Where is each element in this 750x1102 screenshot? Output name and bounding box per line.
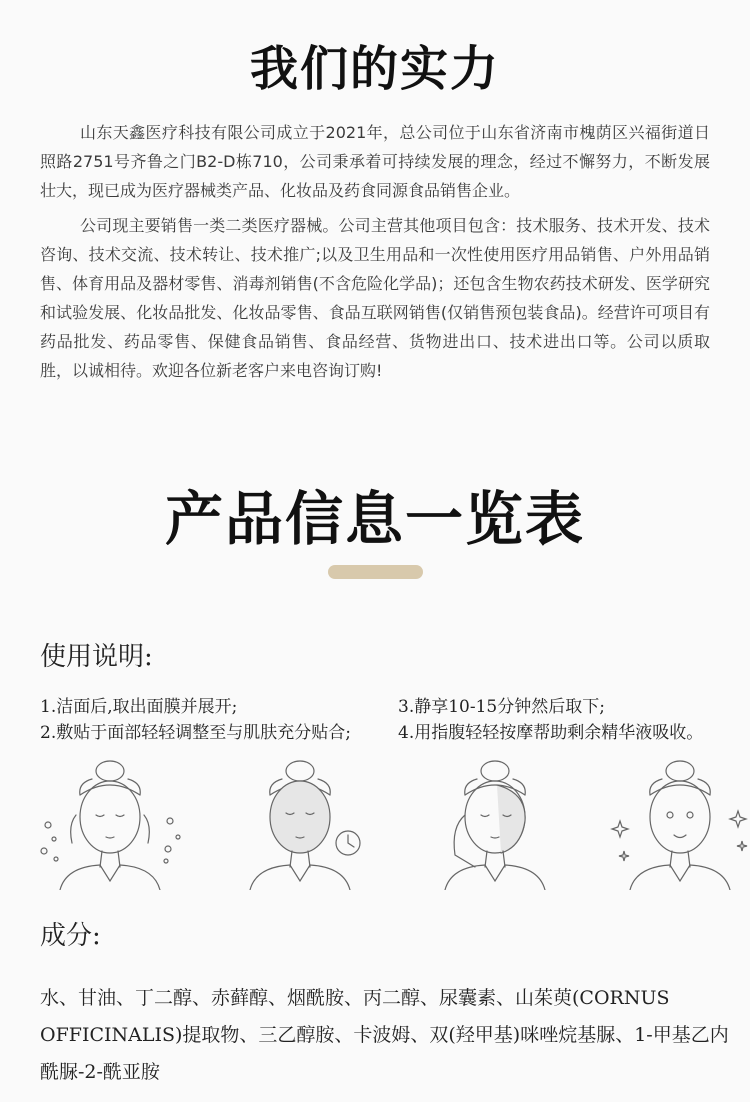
business-scope-paragraph: 公司现主要销售一类二类医疗器械。公司主营其他项目包含：技术服务、技术开发、技术咨询、技术交流、技术转让、技术推广;以及卫生用品和一次性使用医疗用品销售、户外用品销售、体育用品及器材零售、消毒剂销售(不含危险化学品)；还包含生物农药技术研发、医学研究和试验发展、化妆品批发、化妆品零售、食品互联网销售(仅销售预包装食品)。经营许可项目有药品批发、药品零售、保健食品销售、食品经营、货物进出口、技术进出口等。公司以质取胜，以诚相待。欢迎各位新老客户来电咨询订购! bbox=[40, 216, 710, 380]
usage-illustrations bbox=[30, 755, 730, 890]
usage-step-1: 1.洁面后,取出面膜并展开; bbox=[40, 697, 238, 717]
section-title-strength: 我们的实力 bbox=[249, 41, 500, 97]
ingredients-heading: 成分: bbox=[40, 921, 101, 951]
glowing-skin-icon bbox=[600, 755, 750, 890]
usage-step-4: 4.用指腹轻轻按摩帮助剩余精华液吸收。 bbox=[398, 723, 704, 743]
section-title-product-info: 产品信息一览表 bbox=[164, 485, 585, 553]
usage-step-2: 2.敷贴于面部轻轻调整至与肌肤充分贴合; bbox=[40, 723, 351, 743]
usage-step-3: 3.静享10-15分钟然后取下; bbox=[398, 697, 605, 717]
company-intro-paragraph: 山东天鑫医疗科技有限公司成立于2021年，总公司位于山东省济南市槐荫区兴福街道日照路2751号齐鲁之门B2-D栋710，公司秉承着可持续发展的理念，经过不懈努力，不断发展壮大，现已成为医疗器械类产品、化妆品及药食同源食品销售企业。 bbox=[40, 123, 710, 200]
mask-removing-icon bbox=[415, 755, 575, 890]
mask-applied-icon bbox=[220, 755, 380, 890]
face-washing-icon bbox=[30, 755, 190, 890]
ingredients-list: 水、甘油、丁二醇、赤藓醇、烟酰胺、丙二醇、尿囊素、山茱萸(CORNUS OFFICINALIS)提取物、三乙醇胺、卡波姆、双(羟甲基)咪唑烷基脲、1-甲基乙内酰脲-2-酰亚胺 bbox=[40, 987, 729, 1083]
title-accent-bar bbox=[328, 565, 423, 579]
usage-heading: 使用说明: bbox=[40, 642, 153, 672]
